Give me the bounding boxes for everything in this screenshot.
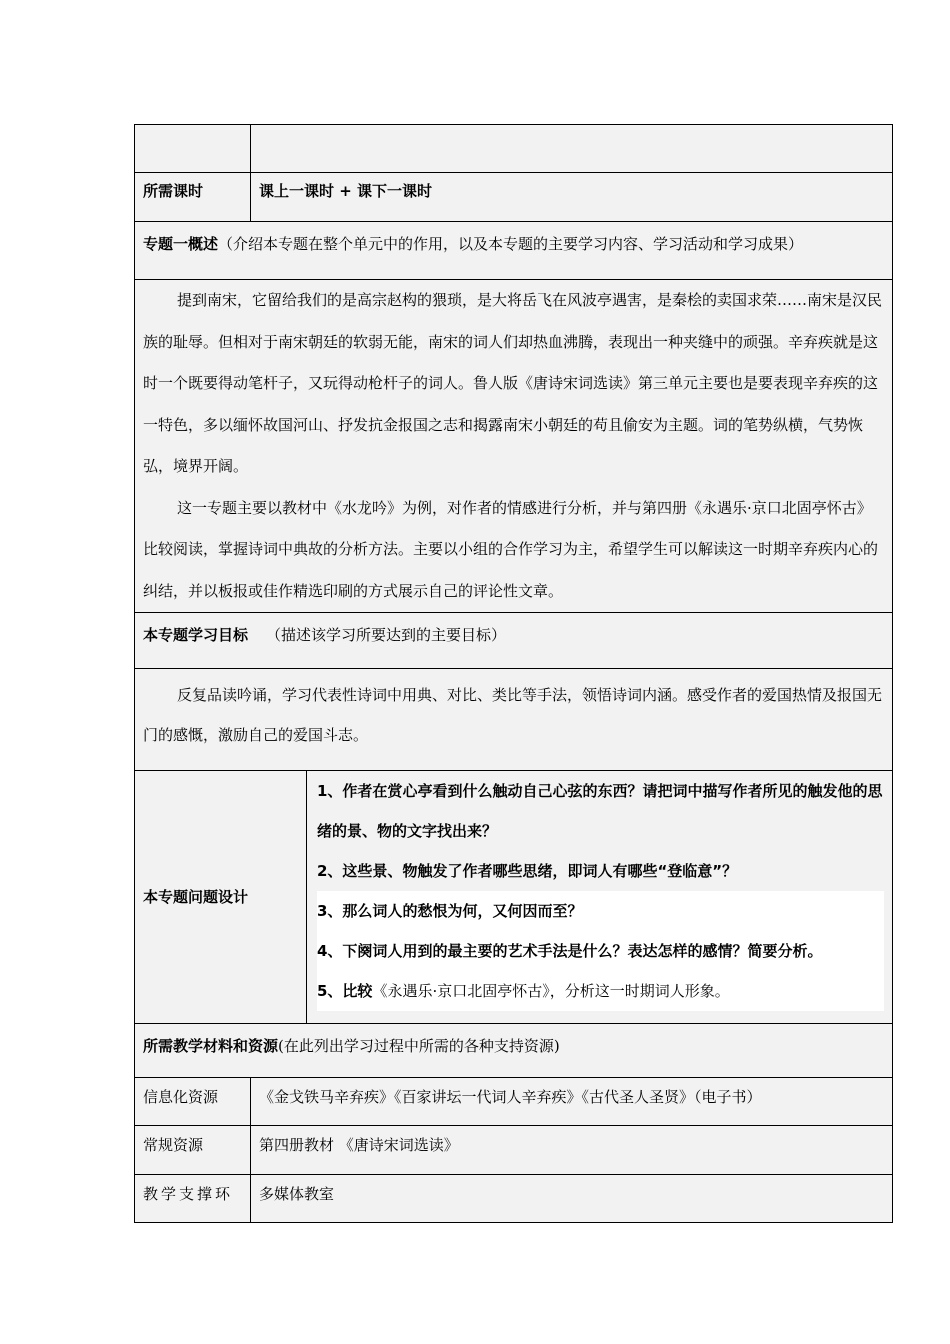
env-value: 多媒体教室: [251, 1175, 893, 1223]
materials-heading-row: [135, 1024, 893, 1078]
goals-note: （描述该学习所要达到的主要目标）: [266, 626, 507, 644]
overview-heading-row: [135, 222, 893, 280]
blank-row: [135, 125, 893, 173]
blank-row-value: [251, 125, 893, 173]
env-label: 教学支撑环: [135, 1175, 251, 1223]
overview-paragraph-2: 这一专题主要以教材中《水龙吟》为例，对作者的情感进行分析，并与第四册《永遇乐·京口北固亭怀古》比较阅读，掌握诗词中典故的分析方法。主要以小组的合作学习为主，希望学生可以解读这一时期辛弃疾内心的纠结，并以板报或佳作精选印刷的方式展示自己的评论性文章。: [143, 498, 879, 600]
goals-body-row: [135, 669, 893, 771]
question-5: [317, 971, 884, 1011]
question-5-prefix: 5、比较: [317, 982, 373, 1000]
class-hours-label: 所需课时: [135, 173, 251, 222]
overview-body-cell: [135, 280, 893, 613]
goals-heading: 本专题学习目标: [143, 626, 249, 644]
question-4: 4、下阕词人用到的最主要的艺术手法是什么？表达怎样的感情？简要分析。: [317, 931, 884, 971]
question-1: 1、作者在赏心亭看到什么触动自己心弦的东西？请把词中描写作者所见的触发他的思绪的景、物的文字找出来？: [317, 782, 883, 840]
class-hours-row: [135, 173, 893, 222]
blank-row-label: [135, 125, 251, 173]
questions-row: [135, 771, 893, 1024]
materials-note: (在此列出学习过程中所需的各种支持资源): [278, 1037, 560, 1055]
info-resources-row: [135, 1078, 893, 1126]
overview-paragraph-1: 提到南宋，它留给我们的是高宗赵构的猥琐，是大将岳飞在风波亭遇害，是秦桧的卖国求荣……南宋是汉民族的耻辱。但相对于南宋朝廷的软弱无能，南宋的词人们却热血沸腾，表现出一种夹缝中的顽强。辛弃疾就是这时一个既要得动笔杆子，又玩得动枪杆子的词人。鲁人版《唐诗宋词选读》第三单元主要也是要表现辛弃疾的这一特色，多以缅怀故国河山、抒发抗金报国之志和揭露南宋小朝廷的苟且偷安为主题。词的笔势纵横，气势恢弘，境界开阔。: [143, 291, 883, 475]
lesson-plan-sheet: [134, 124, 892, 1223]
overview-body-row: [135, 280, 893, 613]
questions-cell: [307, 771, 893, 1024]
regular-resources-row: [135, 1126, 893, 1175]
question-3: 3、那么词人的愁恨为何，又何因而至？: [317, 891, 884, 931]
materials-heading: 所需教学材料和资源: [143, 1037, 279, 1055]
class-hours-value: 课上一课时 + 课下一课时: [251, 173, 893, 222]
goals-heading-cell: [135, 613, 893, 669]
goals-text: 反复品读吟诵，学习代表性诗词中用典、对比、类比等手法，领悟诗词内涵。感受作者的爱国热情及报国无门的感慨，激励自己的爱国斗志。: [143, 686, 883, 744]
info-resources-value: 《金戈铁马辛弃疾》《百家讲坛一代词人辛弃疾》《古代圣人圣贤》（电子书）: [251, 1078, 893, 1126]
overview-heading: 专题一概述: [143, 235, 219, 253]
info-resources-label: 信息化资源: [135, 1078, 251, 1126]
lesson-plan-table: [134, 124, 893, 1223]
regular-resources-value: 第四册教材 《唐诗宋词选读》: [251, 1126, 893, 1175]
questions-list: [317, 771, 884, 1011]
env-row: [135, 1175, 893, 1223]
overview-heading-cell: [135, 222, 893, 280]
questions-label: 本专题问题设计: [135, 771, 307, 1024]
regular-resources-label: 常规资源: [135, 1126, 251, 1175]
goals-heading-row: [135, 613, 893, 669]
question-2: 2、这些景、物触发了作者哪些思绪，即词人有哪些“登临意”？: [317, 862, 738, 880]
goals-body-cell: [135, 669, 893, 771]
overview-note: （介绍本专题在整个单元中的作用，以及本专题的主要学习内容、学习活动和学习成果）: [218, 235, 804, 253]
materials-heading-cell: [135, 1024, 893, 1078]
question-5-rest: 《永遇乐·京口北固亭怀古》，分析这一时期词人形象。: [372, 982, 730, 1000]
